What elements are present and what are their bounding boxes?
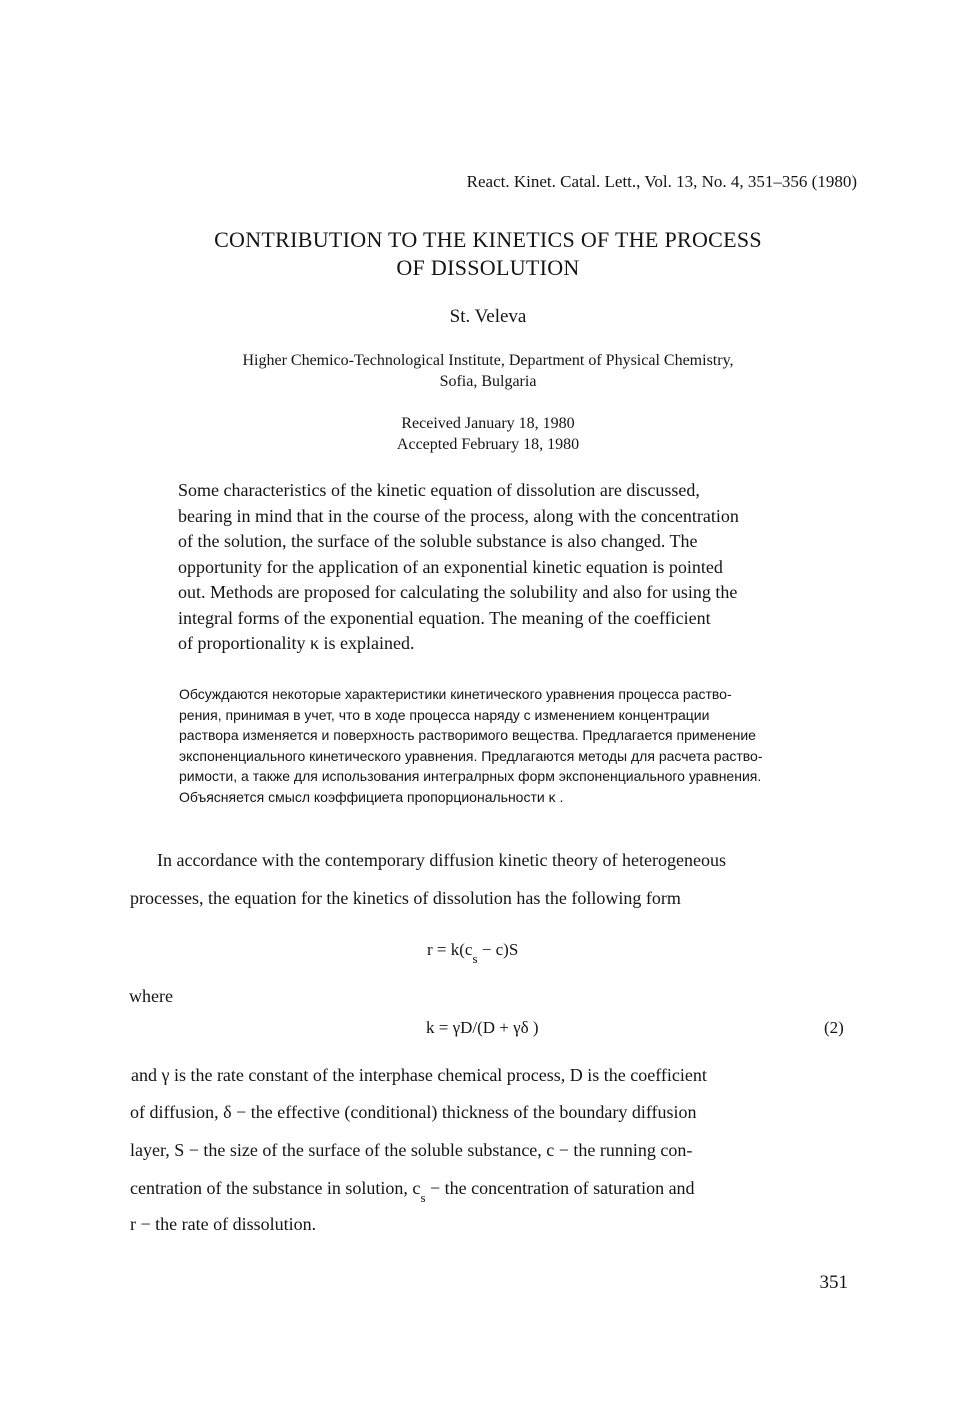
abstract-en-line: integral forms of the exponential equation. The meaning of the coefficient xyxy=(178,607,711,628)
equation-2: k = γD/(D + γδ ) xyxy=(426,1018,539,1037)
abstract-en-line: bearing in mind that in the course of the process, along with the concentration xyxy=(178,505,739,526)
body-text-line: processes, the equation for the kinetics of dissolution has the following form xyxy=(130,888,681,908)
abstract-english xyxy=(178,478,888,657)
affiliation xyxy=(0,350,976,392)
abstract-ru-line: рения, принимая в учет, что в ходе процесса наряду с изменением концентрации xyxy=(179,706,710,723)
body-text-segment: centration of the substance in solution, c xyxy=(130,1178,421,1198)
abstract-en-line: opportunity for the application of an exponential kinetic equation is pointed xyxy=(178,556,723,577)
abstract-ru-line: Обсуждаются некоторые характеристики кинетического уравнения процесса раство- xyxy=(179,686,732,702)
body-text-line xyxy=(130,1178,695,1205)
title-line-1: CONTRIBUTION TO THE KINETICS OF THE PROCESS xyxy=(214,227,762,252)
abstract-en-line: of proportionality κ is explained. xyxy=(178,633,415,653)
journal-citation: React. Kinet. Catal. Lett., Vol. 13, No. 4, 351–356 (1980) xyxy=(466,172,857,191)
dates xyxy=(0,413,976,455)
affiliation-line-1: Higher Chemico-Technological Institute, Department of Physical Chemistry, xyxy=(242,352,734,369)
equation-1-right: − c)S xyxy=(477,940,519,959)
body-text-line: In accordance with the contemporary diffusion kinetic theory of heterogeneous xyxy=(157,850,726,870)
abstract-ru-line: римости, а также для использования интегралрных форм экспоненциального уравнения. xyxy=(179,768,762,784)
abstract-en-line: Some characteristics of the kinetic equation of dissolution are discussed, xyxy=(178,480,700,500)
abstract-ru-line: раствора изменяется и поверхность растворимого вещества. Предлагается применение xyxy=(179,727,756,743)
affiliation-line-2: Sofia, Bulgaria xyxy=(439,373,537,390)
equation-1-left: r = k(c xyxy=(427,940,473,959)
abstract-en-line: of the solution, the surface of the soluble substance is also changed. The xyxy=(178,531,698,551)
received-date: Received January 18, 1980 xyxy=(401,415,575,432)
body-text-line: and γ is the rate constant of the interphase chemical process, D is the coefficient xyxy=(131,1065,707,1085)
abstract-russian xyxy=(179,684,889,807)
saturation-subscript: s xyxy=(420,1190,426,1205)
author-name: St. Veleva xyxy=(449,306,527,327)
equation-1-subscript: s xyxy=(472,951,478,966)
page-number: 351 xyxy=(819,1272,848,1293)
accepted-date: Accepted February 18, 1980 xyxy=(396,436,580,453)
body-text-line: r − the rate of dissolution. xyxy=(130,1214,317,1234)
abstract-ru-line: Объясняется смысл коэффициета пропорциональности κ . xyxy=(179,788,564,805)
title-line-2: OF DISSOLUTION xyxy=(396,255,580,280)
body-text-segment: − the concentration of saturation and xyxy=(425,1178,695,1198)
equation-2-number: (2) xyxy=(824,1018,844,1037)
equation-1 xyxy=(427,940,519,966)
paper-title xyxy=(0,226,976,282)
body-text-line: layer, S − the size of the surface of the soluble substance, c − the running con- xyxy=(130,1140,693,1160)
where-label: where xyxy=(129,986,173,1006)
body-text-line: of diffusion, δ − the effective (conditional) thickness of the boundary diffusion xyxy=(130,1102,697,1122)
abstract-ru-line: экспоненциального кинетического уравнения. Предлагаются методы для расчета раство- xyxy=(179,747,763,764)
abstract-en-line: out. Methods are proposed for calculating the solubility and also for using the xyxy=(178,582,738,602)
